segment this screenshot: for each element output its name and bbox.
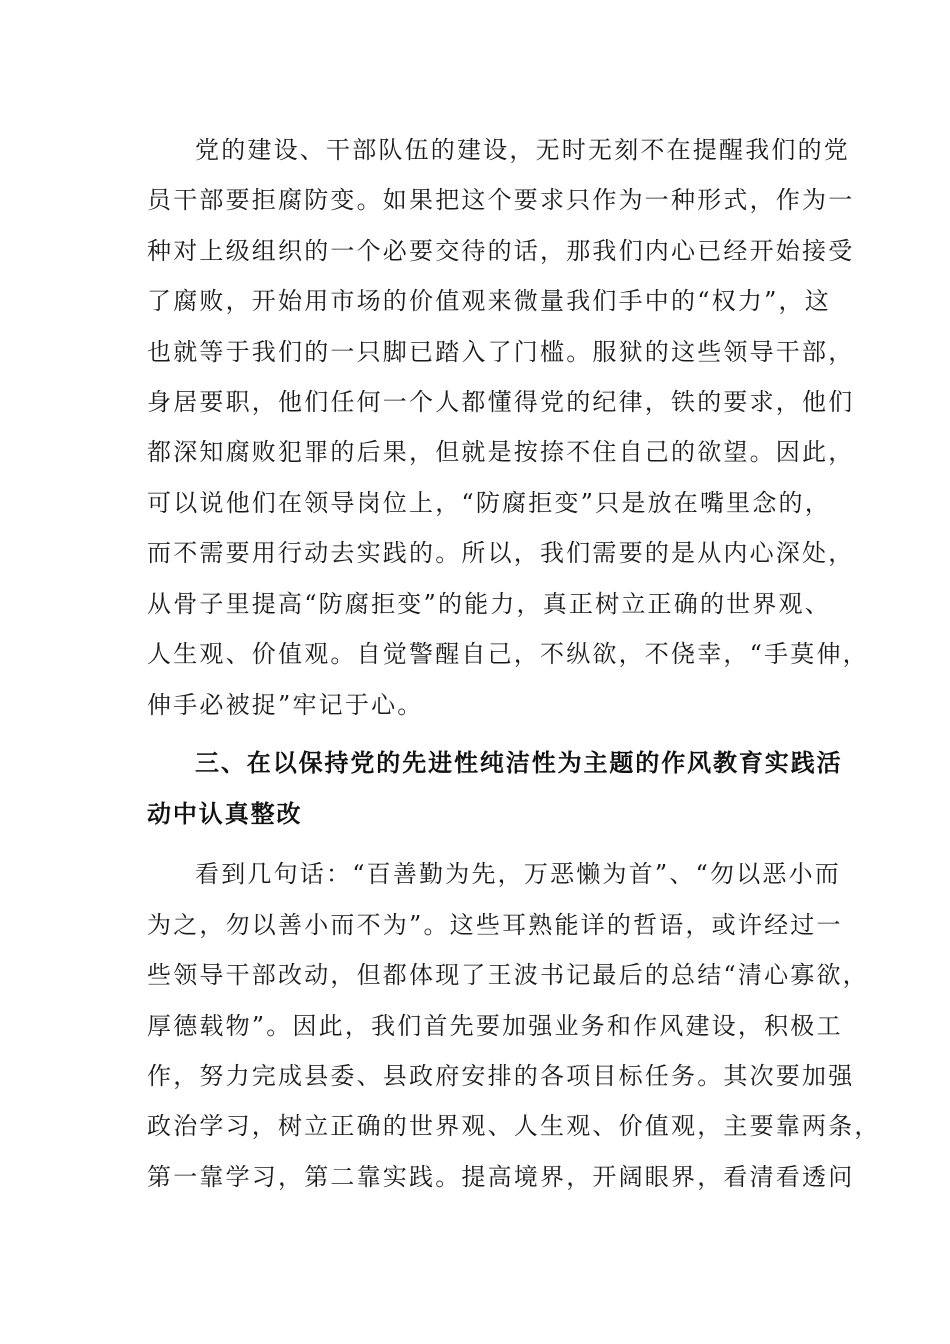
paragraph-2-line: 作，努力完成县委、县政府安排的各项目标任务。其次要加强 (147, 1062, 855, 1090)
paragraph-1-line: 人生观、价值观。自觉警醒自己，不纵欲，不侥幸，“手莫伸， (147, 640, 869, 668)
paragraph-2-line: 厚德载物”。因此，我们首先要加强业务和作风建设，积极工 (147, 1012, 843, 1040)
paragraph-2-line: 为之，勿以善小而不为”。这些耳熟能详的哲语，或许经过一 (147, 911, 843, 939)
paragraph-1-line: 可以说他们在领导岗位上，“防腐拒变”只是放在嘴里念的， (147, 489, 831, 517)
paragraph-1-line: 了腐败，开始用市场的价值观来微量我们手中的“权力”，这 (147, 287, 831, 315)
paragraph-1-line: 伸手必被捉”牢记于心。 (147, 691, 424, 719)
paragraph-2-line: 看到几句话：“百善勤为先，万恶懒为首”、“勿以恶小而 (195, 860, 842, 888)
paragraph-1-line: 而不需要用行动去实践的。所以，我们需要的是从内心深处， (147, 539, 855, 567)
paragraph-1-line: 种对上级组织的一个必要交待的话，那我们内心已经开始接受 (147, 237, 855, 265)
paragraph-2-line: 政治学习，树立正确的世界观、人生观、价值观，主要靠两条， (147, 1112, 881, 1140)
paragraph-1-line: 身居要职，他们任何一个人都懂得党的纪律，铁的要求，他们 (147, 388, 855, 416)
paragraph-1-line: 员干部要拒腐防变。如果把这个要求只作为一种形式，作为一 (147, 186, 855, 214)
paragraph-1-line: 党的建设、干部队伍的建设，无时无刻不在提醒我们的党 (195, 136, 850, 164)
paragraph-2-line: 第一靠学习，第二靠实践。提高境界，开阔眼界，看清看透问 (147, 1163, 855, 1191)
section-heading-line: 三、在以保持党的先进性纯洁性为主题的作风教育实践活 (195, 749, 843, 777)
paragraph-1-line: 也就等于我们的一只脚已踏入了门槛。服狱的这些领导干部， (147, 338, 855, 366)
section-heading-line: 动中认真整改 (147, 800, 303, 828)
paragraph-1-line: 都深知腐败犯罪的后果，但就是按捺不住自己的欲望。因此， (147, 438, 855, 466)
paragraph-2-line: 些领导干部改动，但都体现了王波书记最后的总结“清心寡欲， (147, 961, 869, 989)
paragraph-1-line: 从骨子里提高“防腐拒变”的能力，真正树立正确的世界观、 (147, 590, 831, 618)
